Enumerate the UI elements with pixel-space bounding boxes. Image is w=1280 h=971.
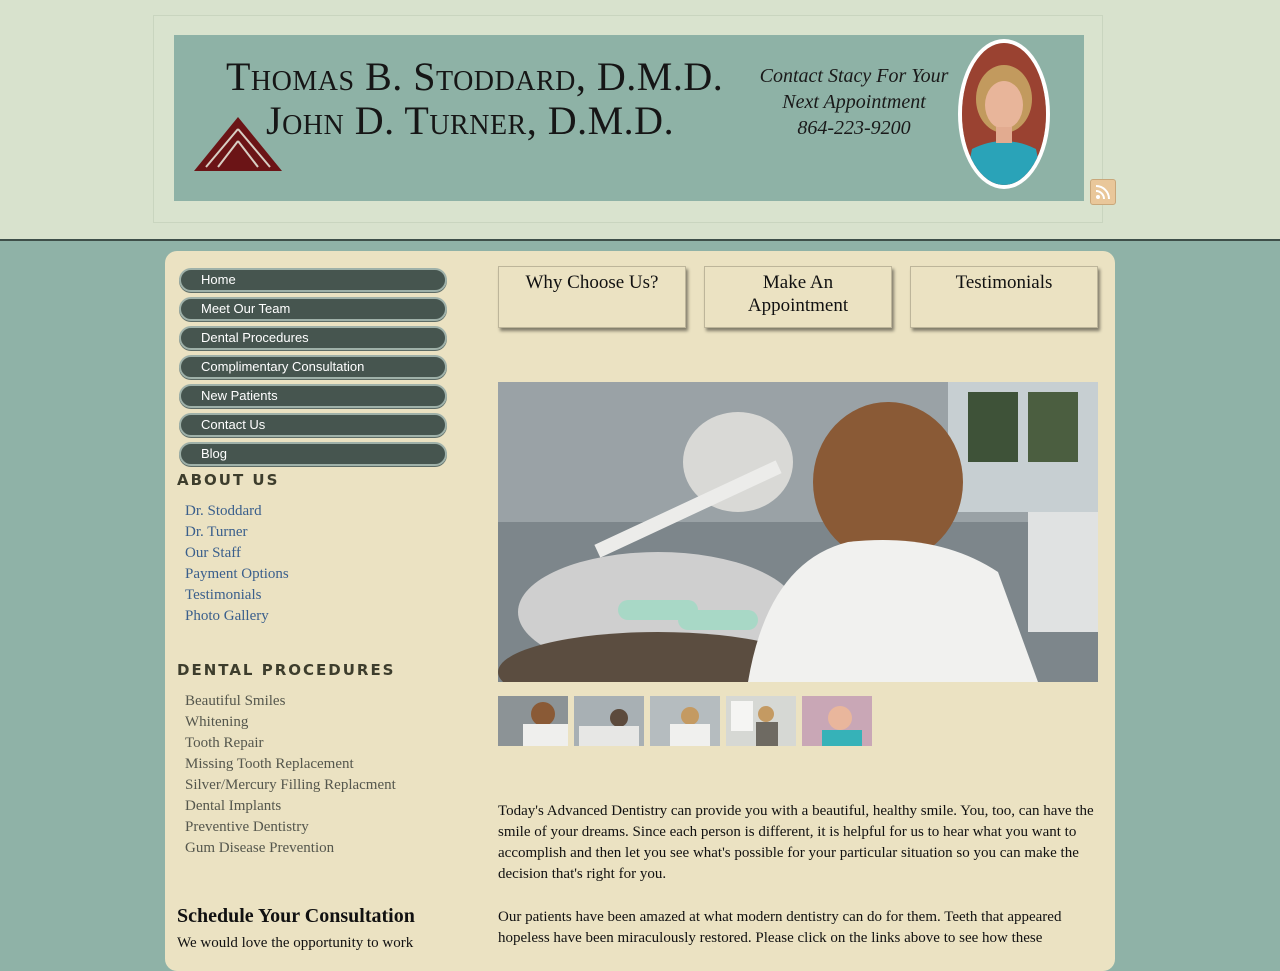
main-nav: [179, 268, 447, 471]
about-link-payment-options[interactable]: Payment Options: [185, 566, 289, 582]
procedure-link-filling-replacement[interactable]: Silver/Mercury Filling Replacment: [185, 777, 396, 793]
nav-home[interactable]: Home: [179, 268, 447, 292]
tab-make-appointment-label: Make An: [762, 272, 834, 293]
second-paragraph: Our patients have been amazed at what modern dentistry can do for them. Teeth that appeared hopeless have been miraculously restored. Please click on the links above to see how these: [498, 909, 1062, 946]
thumbnail-3[interactable]: [650, 696, 720, 746]
receptionist-portrait: [958, 39, 1050, 189]
contact-line-2: Next Appointment: [782, 91, 926, 113]
about-link-testimonials[interactable]: Testimonials: [185, 587, 262, 603]
procedure-link-dental-implants[interactable]: Dental Implants: [185, 798, 282, 814]
nav-new-patients[interactable]: New Patients: [179, 384, 447, 408]
tab-make-appointment-label-2: Appointment: [747, 295, 849, 316]
procedures-heading: DENTAL PROCEDURES: [177, 661, 396, 679]
nav-dental-procedures[interactable]: Dental Procedures: [179, 326, 447, 350]
nav-blog[interactable]: Blog: [179, 442, 447, 466]
about-heading: ABOUT US: [177, 471, 280, 489]
intro-paragraph: Today's Advanced Dentistry can provide you with a beautiful, healthy smile. You, too, can have the smile of your dreams. Since each person is different, it is helpful for us to hear what you want to accomplish and then let you see what's possible for your particular situation so you can make the decision that's right for you.: [498, 803, 1094, 882]
schedule-text: We would love the opportunity to work: [177, 935, 414, 951]
about-link-our-staff[interactable]: Our Staff: [185, 545, 241, 561]
rss-icon[interactable]: [1090, 179, 1116, 205]
tab-why-choose-us[interactable]: [498, 266, 686, 328]
thumbnail-2[interactable]: [574, 696, 644, 746]
procedure-link-whitening[interactable]: Whitening: [185, 714, 249, 730]
tab-testimonials-label: Testimonials: [955, 272, 1053, 293]
thumbnail-4[interactable]: [726, 696, 796, 746]
tab-make-appointment[interactable]: [704, 266, 892, 328]
procedure-link-missing-tooth[interactable]: Missing Tooth Replacement: [185, 756, 354, 772]
procedure-links: [185, 691, 396, 859]
about-links: [185, 501, 289, 627]
procedure-link-preventive[interactable]: Preventive Dentistry: [185, 819, 309, 835]
contact-line-1: Contact Stacy For Your: [759, 65, 949, 87]
hero-photo: [498, 382, 1098, 682]
procedure-link-tooth-repair[interactable]: Tooth Repair: [185, 735, 264, 751]
header-banner: [174, 35, 1084, 201]
about-link-photo-gallery[interactable]: Photo Gallery: [185, 608, 269, 624]
content-panel: [165, 251, 1115, 971]
nav-contact-us[interactable]: Contact Us: [179, 413, 447, 437]
doctor-name-2: John D. Turner, D.M.D.: [266, 98, 675, 143]
about-link-dr-turner[interactable]: Dr. Turner: [185, 524, 248, 540]
doctor-name-1: Thomas B. Stoddard, D.M.D.: [226, 54, 724, 99]
about-link-dr-stoddard[interactable]: Dr. Stoddard: [185, 503, 262, 519]
nav-meet-our-team[interactable]: Meet Our Team: [179, 297, 447, 321]
tab-why-choose-us-label: Why Choose Us?: [525, 272, 659, 293]
schedule-title: Schedule Your Consultation: [177, 905, 415, 927]
thumbnail-1[interactable]: [498, 696, 568, 746]
thumbnail-5[interactable]: [802, 696, 872, 746]
nav-complimentary-consultation[interactable]: Complimentary Consultation: [179, 355, 447, 379]
tab-testimonials[interactable]: [910, 266, 1098, 328]
contact-phone: 864-223-9200: [797, 117, 911, 139]
procedure-link-beautiful-smiles[interactable]: Beautiful Smiles: [185, 693, 286, 709]
procedure-link-gum-disease[interactable]: Gum Disease Prevention: [185, 840, 335, 856]
